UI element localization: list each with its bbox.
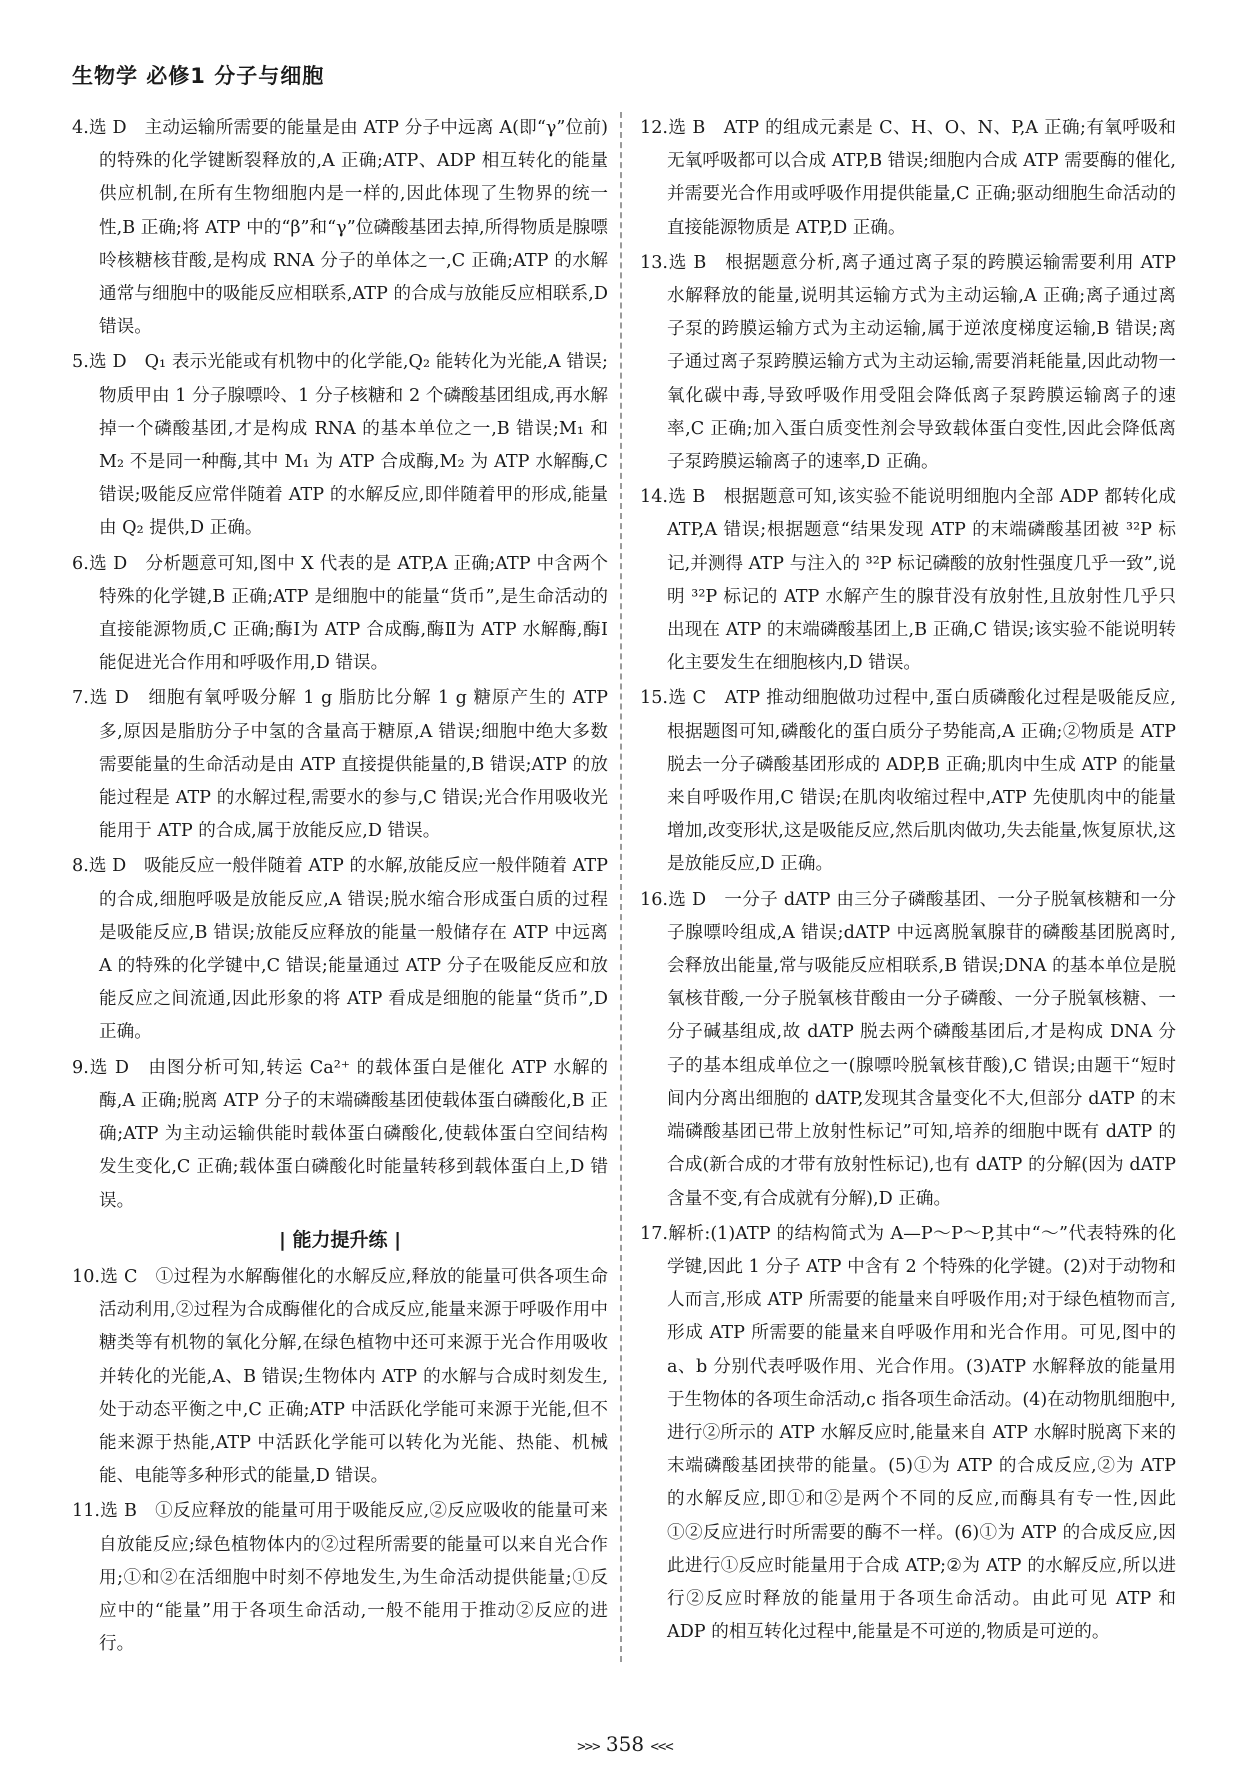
item-text: 选 D 吸能反应一般伴随着 ATP 的水解,放能反应一般伴随着 ATP 的合成,细胞呼吸是放能反应,A 错误;脱水缩合形成蛋白质的过程是吸能反应,B 错误;放能反应释放的能量一般储存在 ATP 中远离 A 的特殊的化学键中,C 错误;能量通过 ATP 分子在吸能反应和放能反应之间流通,因此形象的将 ATP 看成是细胞的能量“货币”,D 正确。 <box>88 856 608 1043</box>
item-text: 选 D 分析题意可知,图中 X 代表的是 ATP,A 正确;ATP 中含两个特殊的化学键,B 正确;ATP 是细胞中的能量“货币”,是生命活动的直接能源物质,C 正确;酶Ⅰ为 ATP 合成酶,酶Ⅱ为 ATP 水解酶,酶Ⅰ能促进光合作用和呼吸作用,D 错误。 <box>88 553 608 674</box>
left-column <box>72 112 608 1663</box>
answer-item-15 <box>640 682 1176 881</box>
item-text: 选 D 由图分析可知,转运 Ca²⁺ 的载体蛋白是催化 ATP 水解的酶,A 正确;脱离 ATP 分子的末端磷酸基团使载体蛋白磷酸化,B 正确;ATP 为主动运输供能时载体蛋白磷酸化,使载体蛋白空间结构发生变化,C 正确;载体蛋白磷酸化时能量转移到载体蛋白上,D 错误。 <box>88 1057 608 1211</box>
item-number: 15. <box>640 688 668 709</box>
answer-item-13 <box>640 247 1176 479</box>
item-number: 13. <box>640 252 668 273</box>
answer-item-12 <box>640 112 1176 245</box>
answer-item-4 <box>72 112 608 344</box>
item-number: 9. <box>72 1057 89 1078</box>
answer-item-16 <box>640 884 1176 1216</box>
item-text: 选 C ①过程为水解酶催化的水解反应,释放的能量可供各项生命活动利用,②过程为合成酶催化的合成反应,能量来源于呼吸作用中糖类等有机物的氧化分解,在绿色植物中还可来源于光合作用吸收并转化的光能,A、B 错误;生物体内 ATP 的水解与合成时刻发生,处于动态平衡之中,C 正确;ATP 中活跃化学能可来源于光能,但不能来源于热能,ATP 中活跃化学能可以转化为光能、热能、机械能、电能等多种形式的能量,D 错误。 <box>99 1266 608 1487</box>
column-divider <box>620 112 622 1662</box>
item-text: 解析:(1)ATP 的结构简式为 A—P～P～P,其中“～”代表特殊的化学键,因此 1 分子 ATP 中含有 2 个特殊的化学键。(2)对于动物和人而言,形成 ATP 所需要的能量来自呼吸作用;对于绿色植物而言,形成 ATP 所需要的能量来自呼吸作用和光合作用。可见,图中的 a、b 分别代表呼吸作用、光合作用。(3)ATP 水解释放的能量用于生物体的各项生命活动,c 指各项生命活动。(4)在动物肌细胞中,进行②所示的 ATP 水解反应时,能量来自 ATP 水解时脱离下来的末端磷酸基团挟带的能量。(5)①为 ATP 的合成反应,②为 ATP 的水解反应,即①和②是两个不同的反应,而酶具有专一性,因此①②反应进行时所需要的酶不一样。(6)①为 ATP 的合成反应,因此进行①反应时能量用于合成 ATP;②为 ATP 的水解反应,所以进行②反应时释放的能量用于各项生命活动。由此可见 ATP 和 ADP 的相互转化过程中,能量是不可逆的,物质是可逆的。 <box>667 1223 1176 1643</box>
right-column <box>640 112 1176 1651</box>
item-text: 选 B ①反应释放的能量可用于吸能反应,②反应吸收的能量可来自放能反应;绿色植物体内的②过程所需要的能量可以来自光合作用;①和②在活细胞中时刻不停地发生,为生命活动提供能量;①反应中的“能量”用于各项生命活动,一般不能用于推动②反应的进行。 <box>99 1501 608 1655</box>
page-footer <box>0 1732 1250 1756</box>
item-text: 选 D 细胞有氧呼吸分解 1 g 脂肪比分解 1 g 糖原产生的 ATP 多,原因是脂肪分子中氢的含量高于糖原,A 错误;细胞中绝大多数需要能量的生命活动是由 ATP 直接提供能量的,B 错误;ATP 的放能过程是 ATP 的水解过程,需要水的参与,C 错误;光合作用吸收光能用于 ATP 的合成,属于放能反应,D 错误。 <box>88 688 608 842</box>
item-number: 16. <box>640 889 668 910</box>
page-header <box>72 60 324 90</box>
answer-item-17 <box>640 1218 1176 1650</box>
item-number: 12. <box>640 118 668 138</box>
answer-item-9 <box>72 1052 608 1218</box>
answer-item-10 <box>72 1261 608 1493</box>
item-number: 7. <box>72 688 89 709</box>
item-text: 选 D Q₁ 表示光能或有机物中的化学能,Q₂ 能转化为光能,A 错误;物质甲由 1 分子腺嘌呤、1 分子核糖和 2 个磷酸基团组成,再水解掉一个磷酸基团,才是构成 RNA 的基本单位之一,B 错误;M₁ 和 M₂ 不是同一种酶,其中 M₁ 为 ATP 合成酶,M₂ 为 ATP 水解酶,C 错误;吸能反应常伴随着 ATP 的水解反应,即伴随着甲的形成,能量由 Q₂ 提供,D 正确。 <box>88 352 608 539</box>
page-number: 358 <box>605 1732 645 1756</box>
footer-left-arrows: >>> <box>577 1739 600 1755</box>
item-number: 17. <box>640 1223 668 1244</box>
item-number: 5. <box>72 352 89 373</box>
item-number: 6. <box>72 553 89 574</box>
section-title: | 能力提升练 | <box>278 1228 402 1251</box>
item-number: 8. <box>72 856 89 877</box>
item-number: 10. <box>72 1266 100 1287</box>
item-text: 选 C ATP 推动细胞做功过程中,蛋白质磷酸化过程是吸能反应,根据题图可知,磷酸化的蛋白质分子势能高,A 正确;②物质是 ATP 脱去一分子磷酸基团形成的 ADP,B 正确;肌肉中生成 ATP 的能量来自呼吸作用,C 错误;在肌肉收缩过程中,ATP 先使肌肉中的能量增加,改变形状,这是吸能反应,然后肌肉做功,失去能量,恢复原状,这是放能反应,D 正确。 <box>667 688 1176 875</box>
item-text: 选 B 根据题意可知,该实验不能说明细胞内全部 ADP 都转化成 ATP,A 错误;根据题意“结果发现 ATP 的末端磷酸基团被 ³²P 标记,并测得 ATP 与注入的 ³²P 标记磷酸的放射性强度几乎一致”,说明 ³²P 标记的 ATP 水解产生的腺苷没有放射性,且放射性几乎只出现在 ATP 的末端磷酸基团上,B 正确,C 错误;该实验不能说明转化主要发生在细胞核内,D 错误。 <box>667 487 1176 674</box>
answer-item-11 <box>72 1495 608 1661</box>
item-text: 选 D 一分子 dATP 由三分子磷酸基团、一分子脱氧核糖和一分子腺嘌呤组成,A 错误;dATP 中远离脱氧腺苷的磷酸基团脱离时,会释放出能量,常与吸能反应相联系,B 错误;DNA 的基本单位是脱氧核苷酸,一分子脱氧核苷酸由一分子磷酸、一分子脱氧核糖、一分子碱基组成,故 dATP 脱去两个磷酸基团后,才是构成 DNA 分子的基本组成单位之一(腺嘌呤脱氧核苷酸),C 错误;由题干“短时间内分离出细胞的 dATP,发现其含量变化不大,但部分 dATP 的末端磷酸基团已带上放射性标记”可知,培养的细胞中既有 dATP 的合成(新合成的才带有放射性标记),也有 dATP 的分解(因为 dATP 含量不变,有合成就有分解),D 正确。 <box>667 889 1176 1209</box>
item-number: 4. <box>72 118 89 138</box>
footer-right-arrows: <<< <box>650 1739 673 1755</box>
answer-item-7 <box>72 682 608 848</box>
item-text: 选 D 主动运输所需要的能量是由 ATP 分子中远离 A(即“γ”位前)的特殊的化学键断裂释放的,A 正确;ATP、ADP 相互转化的能量供应机制,在所有生物细胞内是一样的,因此体现了生物界的统一性,B 正确;将 ATP 中的“β”和“γ”位磷酸基团去掉,所得物质是腺嘌呤核糖核苷酸,是构成 RNA 分子的单体之一,C 正确;ATP 的水解通常与细胞中的吸能反应相联系,ATP 的合成与放能反应相联系,D 错误。 <box>88 118 608 338</box>
item-text: 选 B 根据题意分析,离子通过离子泵的跨膜运输需要利用 ATP 水解释放的能量,说明其运输方式为主动运输,A 正确;离子通过离子泵的跨膜运输方式为主动运输,属于逆浓度梯度运输,B 错误;离子通过离子泵跨膜运输方式为主动运输,需要消耗能量,因此动物一氧化碳中毒,导致呼吸作用受阻会降低离子泵跨膜运输离子的速率,C 正确;加入蛋白质变性剂会导致载体蛋白变性,因此会降低离子泵跨膜运输离子的速率,D 正确。 <box>667 252 1176 473</box>
answer-item-5 <box>72 346 608 545</box>
item-text: 选 B ATP 的组成元素是 C、H、O、N、P,A 正确;有氧呼吸和无氧呼吸都可以合成 ATP,B 错误;细胞内合成 ATP 需要酶的催化,并需要光合作用或呼吸作用提供能量,C 正确;驱动细胞生命活动的直接能源物质是 ATP,D 正确。 <box>667 118 1176 238</box>
answer-item-6 <box>72 548 608 681</box>
answer-item-14 <box>640 481 1176 680</box>
header-title: 生物学 必修1 分子与细胞 <box>72 64 325 88</box>
item-number: 14. <box>640 487 668 508</box>
answer-item-8 <box>72 850 608 1049</box>
item-number: 11. <box>72 1501 100 1522</box>
